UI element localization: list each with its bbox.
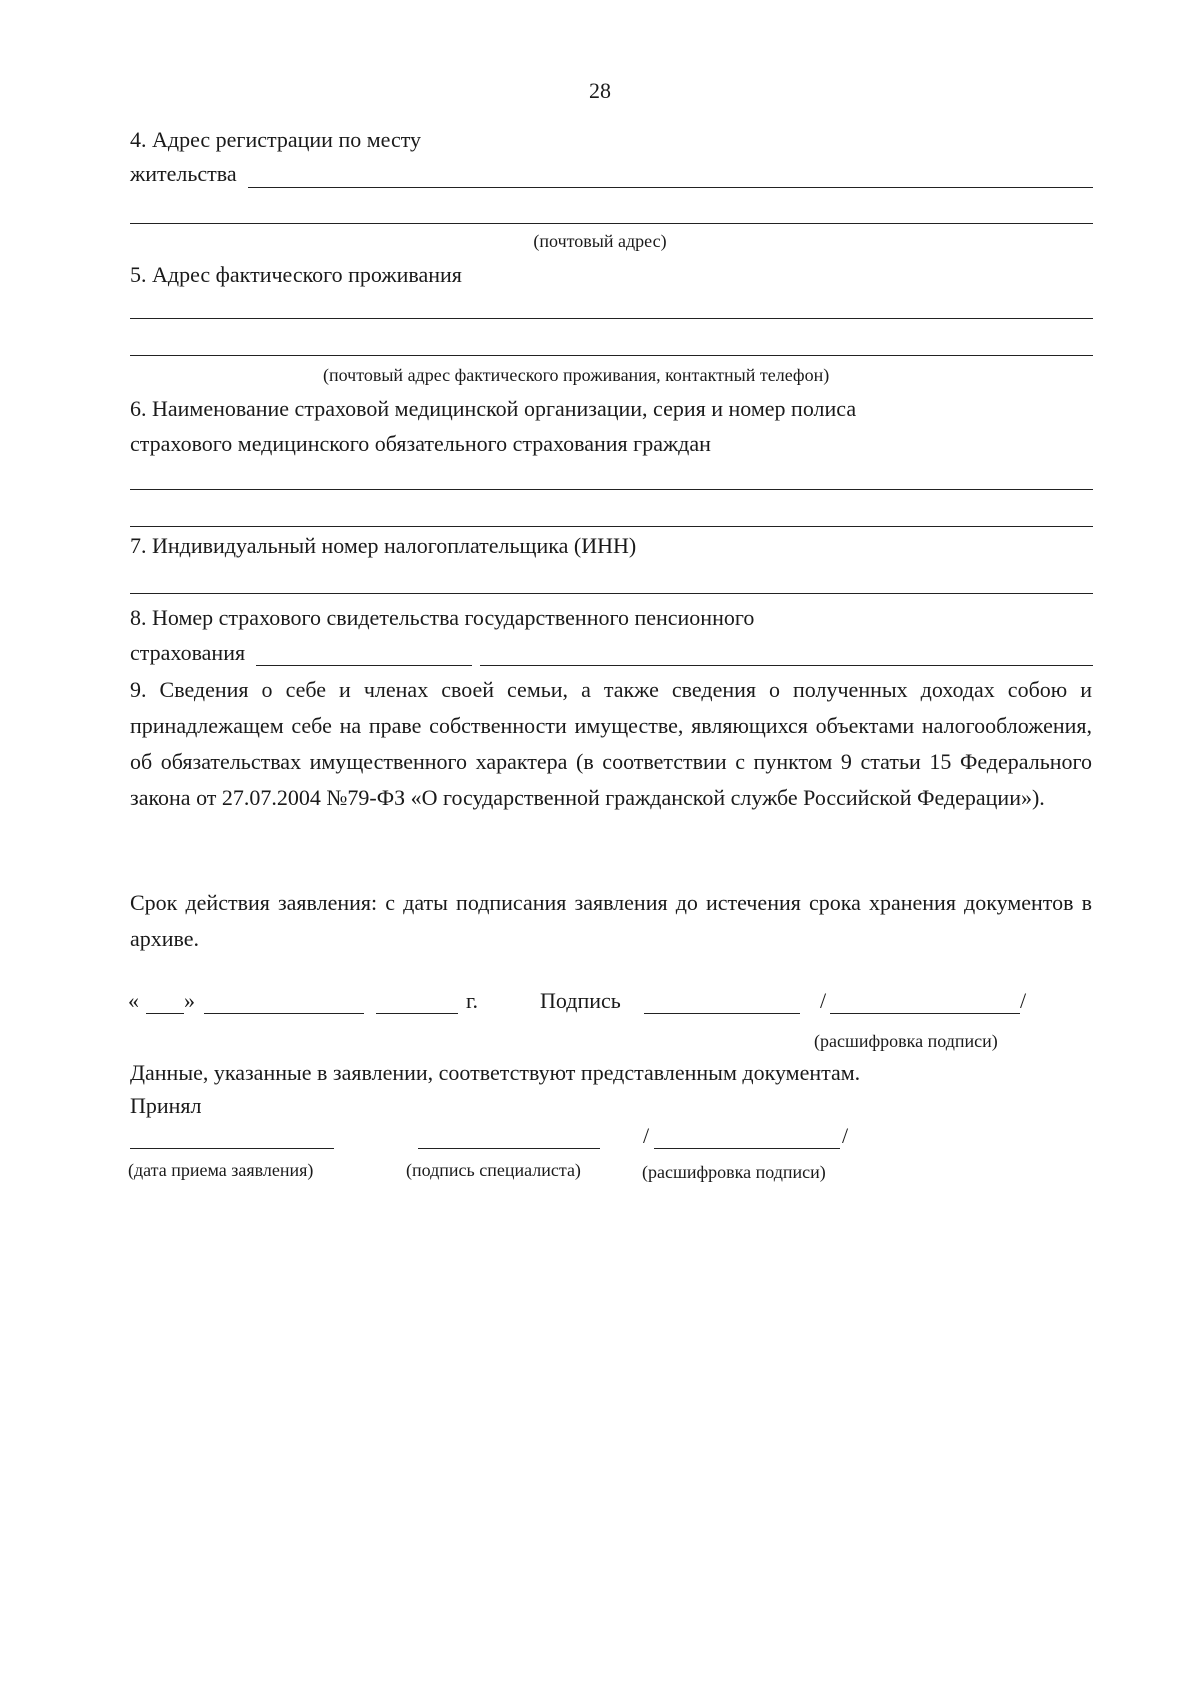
acceptance-slash-right: / xyxy=(842,1123,849,1148)
signature-label: Подпись xyxy=(540,988,621,1013)
date-month-field[interactable] xyxy=(204,1013,364,1014)
item8-snils-field-part2[interactable] xyxy=(480,665,1093,666)
acceptance-date-caption: (дата приема заявления) xyxy=(128,1160,314,1180)
specialist-decode-field[interactable] xyxy=(654,1148,840,1149)
item4-registration-address-field-2[interactable] xyxy=(130,223,1093,224)
date-year-field[interactable] xyxy=(376,1013,458,1014)
acceptance-slash-left: / xyxy=(643,1123,650,1148)
item6-insurance-field[interactable] xyxy=(130,489,1093,490)
item8-label-line1: 8. Номер страхового свидетельства государственного пенсионного xyxy=(130,605,755,630)
item6-insurance-field-2[interactable] xyxy=(130,526,1093,527)
validity-text: Срок действия заявления: с даты подписания заявления до истечения срока хранения документов в архиве. xyxy=(130,890,1092,951)
specialist-decode-caption: (расшифровка подписи) xyxy=(642,1162,826,1182)
item9-text: 9. Сведения о себе и членах своей семьи, а также сведения о полученных доходах собою и принадлежащем себе на праве собственности имуществе, являющихся объектами налогообложения, об обязательствах имущественного характера (в соответствии с пунктом 9 статьи 15 Федерального закона от 27.07.2004 №79-ФЗ «О государственной гражданской службе Российской Федерации»). xyxy=(130,677,1092,810)
specialist-signature-caption: (подпись специалиста) xyxy=(406,1160,581,1180)
signature-field[interactable] xyxy=(644,1013,800,1014)
date-quote-close: » xyxy=(184,988,195,1013)
signature-decode-field[interactable] xyxy=(830,1013,1020,1014)
item4-registration-address-field[interactable] xyxy=(248,187,1093,188)
accepted-label: Принял xyxy=(130,1093,202,1118)
item6-label-line2: страхового медицинского обязательного страхования граждан xyxy=(130,431,711,456)
date-day-field[interactable] xyxy=(146,1013,184,1014)
acceptance-date-field[interactable] xyxy=(130,1148,334,1149)
item6-label-line1: 6. Наименование страховой медицинской организации, серия и номер полиса xyxy=(130,396,857,421)
item5-label: 5. Адрес фактического проживания xyxy=(130,262,462,287)
item8-label-line2: страхования xyxy=(130,640,246,665)
item4-label-line2: жительства xyxy=(130,161,237,186)
item4-label-line1: 4. Адрес регистрации по месту xyxy=(130,127,422,152)
item5-caption: (почтовый адрес фактического проживания, контактный телефон) xyxy=(323,365,830,385)
signature-slash-right: / xyxy=(1020,988,1027,1013)
signature-slash-left: / xyxy=(820,988,827,1013)
item7-label: 7. Индивидуальный номер налогоплательщика (ИНН) xyxy=(130,533,637,558)
year-suffix: г. xyxy=(466,988,479,1013)
page-number: 28 xyxy=(589,78,611,103)
item8-snils-field-part1[interactable] xyxy=(256,665,472,666)
signature-caption: (расшифровка подписи) xyxy=(814,1031,998,1051)
date-quote-open: « xyxy=(128,988,139,1013)
confirmation-text: Данные, указанные в заявлении, соответствуют представленным документам. xyxy=(130,1060,861,1085)
item5-actual-address-field[interactable] xyxy=(130,318,1093,319)
item7-inn-field[interactable] xyxy=(130,593,1093,594)
specialist-signature-field[interactable] xyxy=(418,1148,600,1149)
item5-actual-address-field-2[interactable] xyxy=(130,355,1093,356)
item4-caption: (почтовый адрес) xyxy=(533,231,667,251)
